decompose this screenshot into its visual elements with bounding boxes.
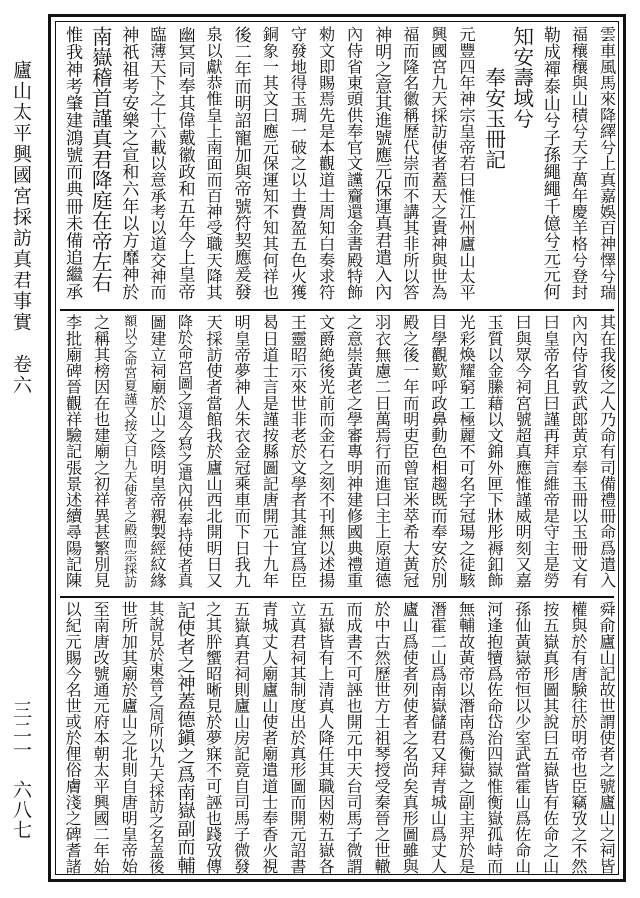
text-column: 神祇祖考安樂之宣和六年以方靡神於 (118, 26, 139, 300)
text-column: 舜俞廬山記故世謂使者之號廬山之祠皆 (597, 601, 616, 875)
text-column: 按五嶽真形圖其說曰五嶽皆有佐命之山 (540, 601, 560, 875)
text-column: 興國宮九天採訪使者蓋天之貴神與世為 (428, 26, 448, 301)
text-column: 其在我後之人乃命有司備禮冊命爲遣入 (597, 314, 616, 589)
text-column: 曷日道士言是謹按縣圖記唐開元十九年 (259, 314, 279, 589)
text-column: 五嶽真君祠則廬山房記竟自司馬子微發 (231, 601, 251, 875)
text-column: 而成書不可誣也開元中天台司馬子微謂 (344, 601, 364, 875)
margin-book-title: 廬山太平興國宮採訪真君事實 卷六 (10, 60, 32, 396)
text-column: 降於命宮圖之道今寫之遣內供奉持使者真 (175, 314, 194, 588)
text-column: 泉以獻恭惟皇上南面而百神受職天降其 (203, 26, 223, 301)
text-column: 以紀元賜今名世或於俚俗膚淺之碑耆諸 (63, 601, 83, 875)
text-column: 青城丈人廟廬山使者廟遣道士奉香火視 (259, 601, 279, 875)
text-column: 權與於有唐験往於明帝也臣竊攷之不然 (568, 601, 588, 875)
text-column: 光彩煥耀窮工極麗不可名字冠瑒之徒駭 (456, 314, 476, 589)
text-column: 奉安玉冊記 (481, 26, 506, 170)
text-column: 元豐四年神宗皇帝若曰惟江州廬山太平 (456, 26, 476, 301)
page-inner-frame (55, 21, 619, 875)
text-column: 世所加其廟於廬山之北則自唐明皇帝始 (119, 601, 139, 875)
text-column: 神明之意其進號應元保運真君遣入內 (371, 26, 392, 300)
text-column: 銅象一其文曰應元保運知不知其何祥也 (259, 26, 279, 301)
text-column: 勒成禪泰山兮子孫繩繩千億兮元元何 (539, 26, 560, 300)
text-column: 內內侍省敦武郎黃京奉玉冊以玉冊文有 (568, 314, 588, 589)
text-column: 明皇帝夢神人朱衣金冠乘車而下日我九 (231, 314, 251, 589)
text-column: 廬山爲使者列使者之名尚矣真形圖雖與 (400, 601, 420, 875)
text-column: 於中古然歷世方士祖琴授受秦晉之世轍 (372, 601, 392, 875)
text-column: 勑文即賜焉先是本觀道士周知白奏求符 (316, 26, 335, 301)
text-column: 福而隆名徽稱歷代崇而不講其非所以答 (400, 26, 420, 301)
text-column: 之意崇黃老之學審專明神建修國典禮重 (344, 314, 364, 589)
text-column: 天採訪使者當館我於廬山西北開明日又 (203, 314, 223, 589)
text-column: 南嶽稽首謹真君降庭在帝左右 (88, 26, 113, 293)
margin-page-number: 三二一 六八七 (10, 700, 32, 840)
text-column: 惟我神考肇建鴻號而典冊未備追繼承 (62, 26, 83, 300)
text-column: 立真君祠其制度出於真形圖而開元詔書 (287, 601, 307, 875)
text-column: 王靈昭示來世非老於文學者其誰宜爲臣 (287, 314, 307, 589)
text-column: 額以之命宮夏謹又按文曰九天使者之殿而宗採訪 (121, 314, 137, 589)
page-frame (48, 14, 626, 882)
text-column: 無輔故黃帝以潛南爲衡嶽之副主羿於是 (456, 601, 476, 875)
text-column: 五嶽皆有上清真人降任其職因勑五嶽各 (316, 601, 335, 875)
text-column: 記使者之神蓋德鎭之爲南嶽副而輔 (174, 601, 196, 874)
text-column: 羽衣無慮二日萬焉行而進曰主上原道德 (372, 314, 392, 589)
text-column: 潛霍二山爲南嶽儲君又拜青城山爲丈人 (428, 601, 448, 875)
text-column: 曰與眾今祠宮號超真應惟謹威明刻又嘉 (512, 314, 532, 589)
text-column: 河逢抱犢爲佐命岱治四嶽惟衡嶽孤峙而 (484, 601, 504, 875)
text-column: 李批廟碑晉觀祥驗記張景述續尋陽記陳 (63, 314, 83, 589)
register-divider-1 (60, 309, 614, 311)
text-column: 曰皇帝名且曰謹再拜言維帝是守主是勞 (540, 314, 560, 589)
text-column: 福穰穰與山積兮天子萬年慶羊格兮登封 (568, 26, 588, 301)
text-column: 文爵絶後光前而金石之刻不刊無以述揚 (316, 314, 335, 589)
register-divider-2 (60, 596, 614, 598)
text-column: 內侍省東頭供奉官文讜齎還金書殿特飾 (344, 26, 364, 301)
text-column: 之其肸蠁昭晰見於夢寐不可誣也踐攷傳 (203, 601, 223, 875)
text-column: 其說見於東晉之周所以九天採訪之名盖後 (147, 601, 166, 875)
text-column: 圖建立祠廟於山之陰明皇帝親製經紋緣 (147, 314, 167, 589)
text-column: 後二年而明詔寵加與帝號符契應爰發 (230, 26, 251, 300)
text-column: 守發地得玉琱一破之以土費盈五色火獲 (287, 26, 307, 301)
text-column: 玉質以金縢藉以文錦外匣下牀彤褥釦飾 (484, 314, 504, 589)
text-column: 知安壽域兮 (509, 26, 534, 129)
text-column: 雲車風馬來降繹兮上真嘉娛百神懌兮瑞 (597, 26, 616, 301)
text-column: 臨薄天下之十六載以意承考以道交神而 (147, 26, 167, 301)
text-column: 幽冥同奉其偉戴徽政和五年今上皇帝 (174, 26, 195, 300)
text-column: 殿之後一年而明吏臣曾宦米萃希大黃冠 (400, 314, 420, 589)
text-column: 之稱其榜因在也建廟之初祥異甚繁別見 (91, 314, 111, 589)
text-column: 目學觀歎呼政鼻動色相趨既而奉安於別 (428, 314, 448, 589)
text-column: 至南唐改號通元府本朝太平興國二年始 (91, 601, 111, 875)
text-column: 孫仙黃嶽帝恒以少室武當霍山爲佐命山 (512, 601, 532, 875)
